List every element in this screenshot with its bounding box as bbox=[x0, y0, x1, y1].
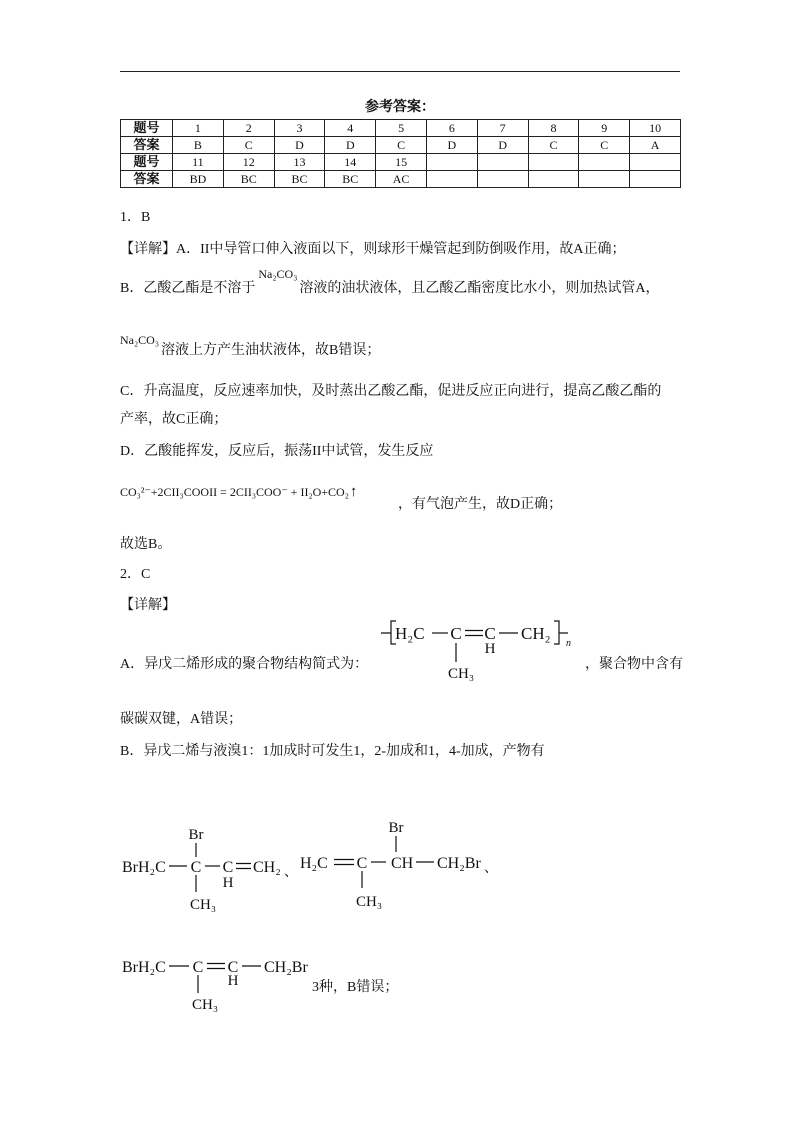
table-cell bbox=[630, 154, 681, 171]
table-cell bbox=[528, 154, 579, 171]
table-cell: BC bbox=[325, 171, 376, 188]
hydrogen-label: H bbox=[227, 973, 239, 989]
double-bond bbox=[236, 864, 251, 869]
table-cell: 3 bbox=[274, 120, 325, 137]
atom-label-ch2br: CH₂Br bbox=[264, 959, 308, 976]
q1-heading: 1．B bbox=[120, 210, 151, 225]
table-cell: BD bbox=[173, 171, 224, 188]
table-cell bbox=[477, 154, 528, 171]
row-label: 题号 bbox=[121, 154, 173, 171]
list-separator: 、 bbox=[484, 861, 498, 876]
q2-heading: 2．C bbox=[120, 567, 151, 582]
table-cell bbox=[477, 171, 528, 188]
q1-equation-tail: ，有气泡产生，故D正确； bbox=[398, 497, 563, 512]
atom-label-c: C bbox=[227, 959, 239, 976]
atom-label-h2c: H₂C bbox=[300, 855, 328, 872]
table-cell: BC bbox=[274, 171, 325, 188]
formula-na2co3: Na₂CO₃ bbox=[258, 267, 298, 281]
table-cell: 9 bbox=[579, 120, 630, 137]
q2-explain-a2: 碳碳双键，A错误； bbox=[120, 712, 243, 727]
methyl-group-label: CH₃ bbox=[190, 897, 217, 913]
atom-label-brh2c: BrH₂C bbox=[122, 859, 166, 876]
table-cell: A bbox=[630, 137, 681, 154]
bromine-label: Br bbox=[388, 820, 404, 836]
q1-explain-c2: 产率，故C正确； bbox=[120, 412, 228, 427]
gas-arrow-icon: ↑ bbox=[349, 484, 358, 500]
table-cell: 7 bbox=[477, 120, 528, 137]
table-cell: C bbox=[579, 137, 630, 154]
table-row bbox=[121, 154, 681, 171]
table-row bbox=[121, 137, 681, 154]
table-cell: C bbox=[223, 137, 274, 154]
table-cell: 13 bbox=[274, 154, 325, 171]
q1-explain-b bbox=[120, 267, 660, 298]
table-cell bbox=[426, 154, 477, 171]
bracket-left bbox=[381, 621, 396, 644]
answer-table bbox=[120, 119, 681, 188]
product-structure-3 bbox=[118, 945, 310, 1015]
table-cell: 11 bbox=[173, 154, 224, 171]
double-bond bbox=[465, 631, 483, 636]
q1-explain-c1: C．升高温度，反应速率加快，及时蒸出乙酸乙酯，促进反应正向进行，提高乙酸乙酯的 bbox=[120, 384, 662, 399]
table-cell: D bbox=[477, 137, 528, 154]
table-cell: 4 bbox=[325, 120, 376, 137]
atom-label-c: C bbox=[356, 855, 368, 872]
table-cell: B bbox=[173, 137, 224, 154]
table-cell bbox=[426, 171, 477, 188]
bromine-label: Br bbox=[188, 827, 204, 843]
q1-explain-b-start: B．乙酸乙酯是不溶于 bbox=[120, 281, 256, 296]
polymer-structure bbox=[370, 612, 580, 690]
table-row bbox=[121, 120, 681, 137]
hydrogen-label: H bbox=[222, 875, 234, 891]
table-cell: C bbox=[528, 137, 579, 154]
reaction-equation bbox=[120, 482, 357, 502]
hydrogen-label: H bbox=[484, 641, 496, 657]
table-cell: D bbox=[325, 137, 376, 154]
atom-label-c: C bbox=[192, 959, 204, 976]
table-cell: 12 bbox=[223, 154, 274, 171]
methyl-group-label: CH₃ bbox=[448, 666, 475, 682]
atom-label-h2c: H₂C bbox=[395, 624, 425, 643]
table-row bbox=[121, 171, 681, 188]
atom-label-c: C bbox=[190, 859, 202, 876]
answer-key-title: 参考答案： bbox=[365, 100, 435, 115]
table-cell: C bbox=[376, 137, 427, 154]
q1-explain-b2 bbox=[120, 333, 381, 360]
table-cell: AC bbox=[376, 171, 427, 188]
table-cell: D bbox=[426, 137, 477, 154]
table-cell: 8 bbox=[528, 120, 579, 137]
product-structure-2 bbox=[296, 812, 500, 912]
table-cell: 15 bbox=[376, 154, 427, 171]
table-cell bbox=[528, 171, 579, 188]
q1-explain-b-end: 溶液的油状液体，且乙酸乙酯密度比水小，则加热试管A， bbox=[299, 281, 660, 296]
q1-explain-b2-text: 溶液上方产生油状液体，故B错误； bbox=[161, 343, 381, 358]
methyl-group-label: CH₃ bbox=[192, 997, 219, 1013]
atom-label-ch2: CH₂ bbox=[521, 624, 551, 643]
atom-label-ch2br: CH₂Br bbox=[437, 855, 481, 872]
double-bond bbox=[334, 860, 354, 865]
table-cell: 5 bbox=[376, 120, 427, 137]
table-cell: 6 bbox=[426, 120, 477, 137]
table-cell: 1 bbox=[173, 120, 224, 137]
q2-explain-label: 【详解】 bbox=[120, 598, 176, 613]
q2-explain-a-end: ，聚合物中含有 bbox=[585, 657, 683, 672]
q2-explain-a-start: A．异戊二烯形成的聚合物结构简式为： bbox=[120, 657, 369, 672]
table-cell: 14 bbox=[325, 154, 376, 171]
atom-label-ch: CH bbox=[391, 855, 414, 872]
header-rule bbox=[120, 71, 680, 72]
table-cell: 10 bbox=[630, 120, 681, 137]
atom-label-c: C bbox=[484, 624, 496, 643]
table-cell: D bbox=[274, 137, 325, 154]
repeat-index-n: n bbox=[566, 638, 571, 649]
formula-na2co3: Na₂CO₃ bbox=[120, 333, 160, 347]
table-cell: 2 bbox=[223, 120, 274, 137]
table-cell bbox=[630, 171, 681, 188]
atom-label-c: C bbox=[450, 624, 462, 643]
q1-explain-a: 【详解】A．II中导管口伸入液面以下，则球形干燥管起到防倒吸作用，故A正确； bbox=[120, 242, 626, 257]
double-bond bbox=[207, 964, 225, 969]
list-separator: 、 bbox=[284, 865, 298, 880]
table-cell bbox=[579, 171, 630, 188]
row-label: 答案 bbox=[121, 171, 173, 188]
row-label: 答案 bbox=[121, 137, 173, 154]
atom-label-ch2: CH₂ bbox=[253, 859, 281, 876]
row-label: 题号 bbox=[121, 120, 173, 137]
q1-explain-d: D．乙酸能挥发，反应后，振荡II中试管，发生反应 bbox=[120, 444, 434, 459]
atom-label-c: C bbox=[222, 859, 234, 876]
methyl-group-label: CH₃ bbox=[356, 894, 383, 910]
q2-explain-b: B．异戊二烯与液溴1：1加成时可发生1，2-加成和1，4-加成，产物有 bbox=[120, 744, 545, 759]
equation-text: CO₃²⁻+2CII₃COOII = 2CII₃COO⁻ + II₂O+CO₂ bbox=[120, 485, 349, 499]
atom-label-brh2c: BrH₂C bbox=[122, 959, 166, 976]
table-cell bbox=[579, 154, 630, 171]
q2-explain-b-end: 3种，B错误； bbox=[312, 980, 399, 995]
table-cell: BC bbox=[223, 171, 274, 188]
product-structure-1 bbox=[118, 820, 300, 916]
q1-conclusion: 故选B。 bbox=[120, 537, 172, 552]
